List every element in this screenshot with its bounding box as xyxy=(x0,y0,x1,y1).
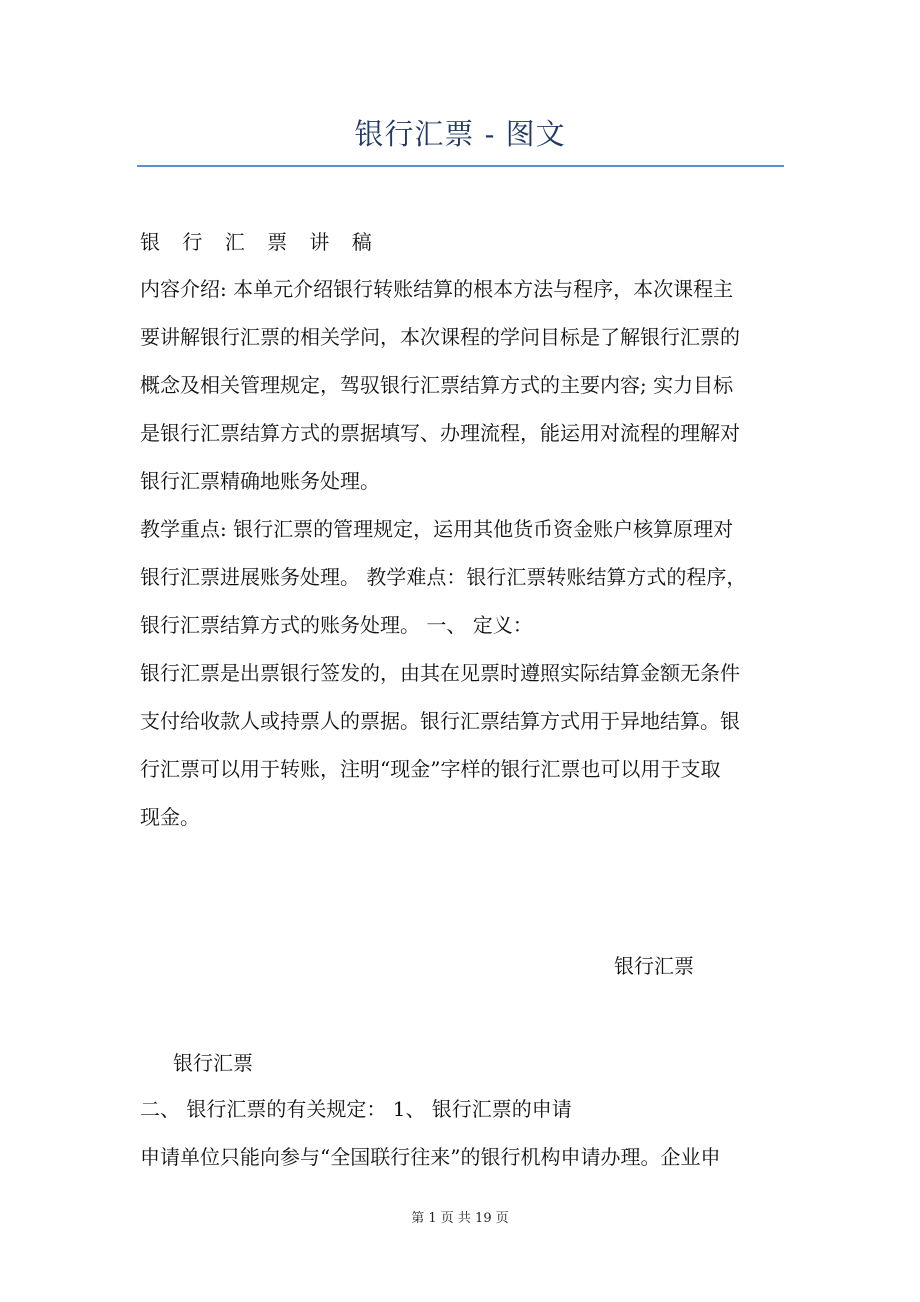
figure-label: 银行汇票 xyxy=(614,954,694,978)
document-heading: 银 行 汇 票 讲 稿 xyxy=(140,230,380,254)
paragraph-line: 概念及相关管理规定，驾驭银行汇票结算方式的主要内容; 实力目标 xyxy=(140,373,734,397)
paragraph-line: 行汇票可以用于转账，注明“现金”字样的银行汇票也可以用于支取 xyxy=(140,757,721,781)
paragraph-line: 是银行汇票结算方式的票据填写、办理流程，能运用对流程的理解对 xyxy=(140,421,740,445)
document-title: 银行汇票 - 图文 xyxy=(354,117,566,151)
paragraph-line: 支付给收款人或持票人的票据。银行汇票结算方式用于异地结算。银 xyxy=(140,709,740,733)
paragraph-line: 银行汇票精确地账务处理。 xyxy=(140,469,380,493)
paragraph-line: 要讲解银行汇票的相关学问，本次课程的学问目标是了解银行汇票的 xyxy=(140,325,740,349)
figure-label: 银行汇票 xyxy=(173,1051,253,1075)
paragraph-line: 银行汇票进展账务处理。 教学难点：银行汇票转账结算方式的程序， xyxy=(140,565,747,589)
paragraph-line: 现金。 xyxy=(140,805,200,829)
section-heading: 二、 银行汇票的有关规定： 1、 银行汇票的申请 xyxy=(140,1097,572,1121)
title-underline xyxy=(137,165,784,167)
paragraph-line: 银行汇票是出票银行签发的，由其在见票时遵照实际结算金额无条件 xyxy=(140,661,740,685)
page-footer: 第 1 页 共 19 页 xyxy=(411,1211,509,1226)
paragraph-line: 申请单位只能向参与“全国联行往来”的银行机构申请办理。企业申 xyxy=(140,1145,721,1169)
paragraph-line: 教学重点: 银行汇票的管理规定，运用其他货币资金账户核算原理对 xyxy=(140,517,734,541)
paragraph-line: 银行汇票结算方式的账务处理。 一、 定义： xyxy=(140,613,533,637)
paragraph-line: 内容介绍: 本单元介绍银行转账结算的根本方法与程序，本次课程主 xyxy=(140,277,734,301)
